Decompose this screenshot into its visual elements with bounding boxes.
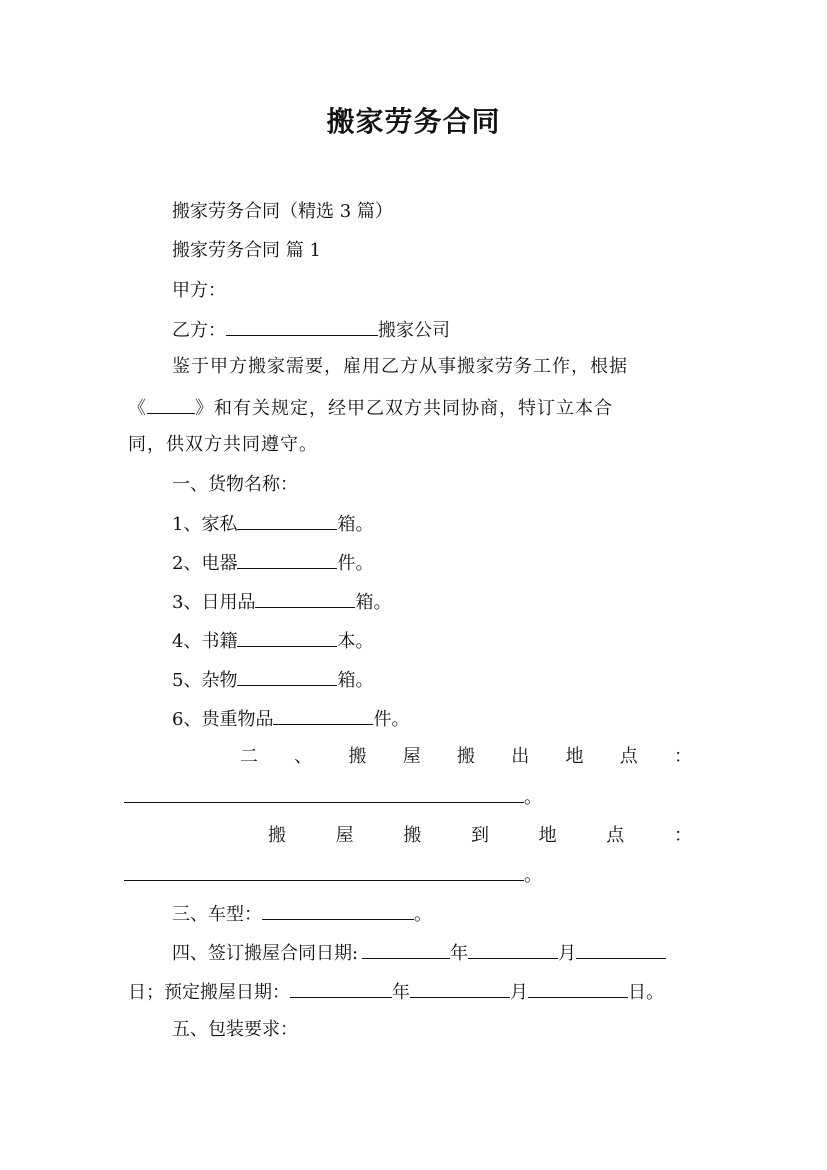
intro-line-1: 鉴于甲方搬家需要，雇用乙方从事搬家劳务工作，根据 — [172, 356, 628, 377]
period: 。 — [524, 865, 542, 886]
move-out-address-blank — [124, 784, 524, 803]
contract-date-label: 四、签订搬屋合同日期: — [172, 943, 359, 964]
party-a-line: 甲方： — [172, 280, 226, 301]
goods-item — [172, 550, 373, 576]
move-out-address-line — [124, 784, 542, 810]
item-2b-char: 地 — [538, 825, 557, 846]
item-2-char: 地 — [565, 746, 584, 767]
item-2-char: 二 — [240, 746, 258, 767]
section-title: 搬家劳务合同 篇 1 — [172, 240, 321, 261]
goods-unit: 箱。 — [355, 592, 392, 613]
goods-label: 6、贵重物品 — [172, 709, 274, 730]
item-2-char: 搬 — [348, 746, 367, 767]
item-2b-char: 搬 — [268, 825, 286, 846]
item-2-char: 搬 — [457, 746, 475, 767]
year-label: 年 — [392, 982, 410, 1003]
law-name-blank — [147, 395, 195, 414]
month-label: 月 — [558, 943, 577, 964]
intro-line-2-text: 》和有关规定，经甲乙双方共同协商，特订立本合 — [195, 398, 613, 419]
document-title: 搬家劳务合同 — [326, 105, 501, 138]
item-2-char: ： — [674, 746, 692, 767]
party-b-label: 乙方： — [172, 320, 226, 341]
item-2-heading — [240, 745, 692, 769]
period: 。 — [524, 787, 542, 808]
goods-label: 1、家私 — [172, 514, 238, 535]
goods-label: 2、电器 — [172, 553, 238, 574]
move-year-blank — [290, 979, 392, 998]
scheduled-date-label: 日；预定搬屋日期： — [128, 982, 290, 1003]
item-4-line-1 — [172, 940, 666, 966]
contract-day-blank — [576, 940, 666, 959]
item-2b-char: 搬 — [403, 825, 422, 846]
move-in-address-line — [124, 862, 542, 888]
goods-quantity-blank — [237, 628, 337, 647]
item-5-heading: 五、包装要求： — [172, 1019, 298, 1040]
goods-item — [172, 589, 391, 615]
item-2-char: 出 — [511, 746, 530, 767]
goods-unit: 件。 — [337, 553, 374, 574]
goods-quantity-blank — [237, 550, 337, 569]
goods-quantity-blank — [237, 667, 337, 686]
law-open-bracket: 《 — [128, 398, 147, 419]
party-b-suffix: 搬家公司 — [378, 320, 450, 341]
goods-unit: 箱。 — [337, 514, 374, 535]
day-label: 日。 — [628, 982, 664, 1003]
item-2b-char: ： — [673, 825, 692, 846]
goods-item — [172, 706, 409, 732]
goods-unit: 箱。 — [337, 670, 374, 691]
goods-label: 3、日用品 — [172, 592, 256, 613]
party-b-line — [172, 317, 450, 343]
goods-item — [172, 667, 373, 693]
contract-year-blank — [362, 940, 450, 959]
goods-item — [172, 511, 373, 537]
goods-quantity-blank — [237, 511, 337, 530]
item-2b-char: 点 — [606, 825, 625, 846]
intro-line-3: 同，供双方共同遵守。 — [128, 434, 318, 455]
item-4-line-2 — [128, 979, 664, 1005]
move-month-blank — [410, 979, 510, 998]
goods-quantity-blank — [273, 706, 373, 725]
item-2-char: 、 — [294, 746, 313, 767]
move-in-address-blank — [124, 862, 524, 881]
year-label: 年 — [450, 943, 469, 964]
item-2-char: 点 — [619, 746, 638, 767]
item-3-line — [172, 901, 432, 927]
period: 。 — [414, 904, 432, 925]
goods-unit: 本。 — [337, 631, 374, 652]
move-day-blank — [528, 979, 628, 998]
item-1-heading: 一、货物名称： — [172, 474, 298, 495]
item-2-char: 屋 — [402, 746, 421, 767]
item-2b-heading — [268, 824, 692, 848]
contract-month-blank — [468, 940, 558, 959]
goods-label: 4、书籍 — [172, 631, 238, 652]
goods-quantity-blank — [255, 589, 355, 608]
goods-unit: 件。 — [373, 709, 410, 730]
party-b-blank — [226, 317, 378, 336]
goods-label: 5、杂物 — [172, 670, 238, 691]
intro-line-2 — [128, 395, 613, 421]
subtitle: 搬家劳务合同（精选 3 篇） — [172, 201, 393, 222]
item-2b-char: 屋 — [335, 825, 354, 846]
vehicle-type-blank — [262, 901, 414, 920]
item-2b-char: 到 — [470, 825, 489, 846]
month-label: 月 — [510, 982, 528, 1003]
goods-item — [172, 628, 373, 654]
vehicle-type-label: 三、车型： — [172, 904, 262, 925]
